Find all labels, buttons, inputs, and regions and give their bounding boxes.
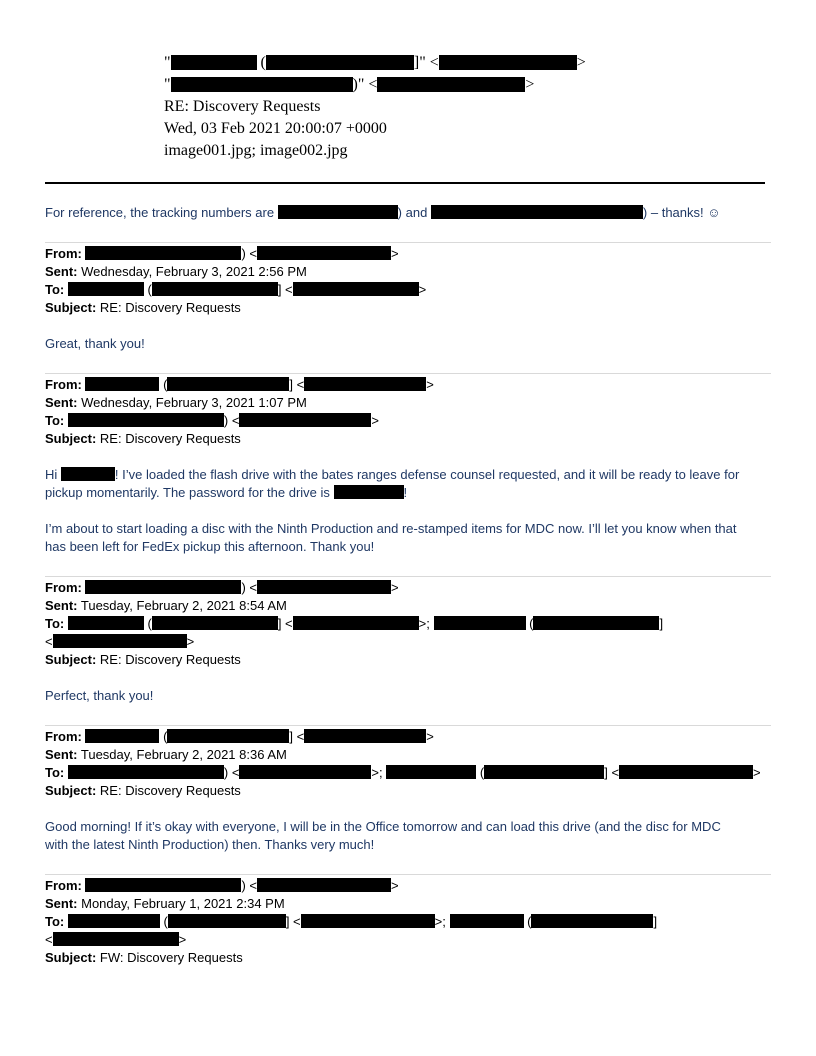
- subject-value: RE: Discovery Requests: [99, 300, 241, 315]
- subject-label: Subject:: [45, 950, 97, 965]
- to-line: [45, 913, 657, 931]
- redaction-bar: [257, 878, 391, 892]
- text: For reference, the tracking numbers are: [45, 205, 278, 220]
- from-line: [45, 728, 434, 746]
- sent-line: [45, 597, 287, 615]
- text: ! I’ve loaded the flash drive with the bates ranges defense counsel requested, and it will be ready to leave for: [114, 467, 740, 482]
- redaction-bar: [533, 616, 659, 630]
- subject-line: [45, 299, 241, 317]
- sent-value: Wednesday, February 3, 2021 1:07 PM: [81, 395, 307, 410]
- to-line-cont: [45, 633, 194, 651]
- from-line: [45, 579, 399, 597]
- subject-line: [45, 651, 241, 669]
- punct: ] <: [285, 914, 301, 929]
- to-label: To:: [45, 413, 65, 428]
- subject-label: Subject:: [45, 652, 97, 667]
- from-line: [45, 376, 434, 394]
- sent-line: [45, 263, 307, 281]
- subject-value: FW: Discovery Requests: [99, 950, 243, 965]
- punct: >: [371, 413, 380, 428]
- from-line: [45, 245, 399, 263]
- subject-label: Subject:: [45, 783, 97, 798]
- redaction-bar: [266, 55, 414, 70]
- header-images-value: image001.jpg; image002.jpg: [164, 142, 348, 159]
- redaction-bar: [257, 580, 391, 594]
- sent-label: Sent:: [45, 747, 78, 762]
- subject-value: RE: Discovery Requests: [99, 431, 241, 446]
- to-label: To:: [45, 765, 65, 780]
- punct: >: [186, 634, 195, 649]
- message-body-line: I’m about to start loading a disc with the Ninth Production and re-stamped items for MDC now. I’ll let you know when that: [45, 521, 737, 536]
- redaction-bar: [304, 377, 426, 391]
- text: !: [403, 485, 408, 500]
- redaction-bar: [68, 765, 224, 779]
- text: ) and: [397, 205, 431, 220]
- from-label: From:: [45, 377, 82, 392]
- punct: ] <: [289, 729, 305, 744]
- punct: >: [753, 765, 761, 780]
- sent-label: Sent:: [45, 264, 78, 279]
- punct: ]" <: [413, 54, 439, 71]
- message-separator: [45, 725, 771, 726]
- punct: ] <: [604, 765, 620, 780]
- punct: ] <: [289, 377, 305, 392]
- from-label: From:: [45, 580, 82, 595]
- punct: (: [143, 282, 152, 297]
- redaction-bar: [61, 467, 115, 481]
- redaction-bar: [85, 729, 159, 743]
- redaction-bar: [152, 616, 278, 630]
- redaction-bar: [68, 413, 224, 427]
- sent-line: [45, 394, 307, 412]
- sent-value: Tuesday, February 2, 2021 8:36 AM: [80, 747, 287, 762]
- from-label: From:: [45, 729, 82, 744]
- from-label: From:: [45, 246, 82, 261]
- punct: >: [391, 246, 399, 261]
- message-body: Great, thank you!: [45, 336, 145, 351]
- header-to-value: [164, 74, 534, 96]
- redaction-bar: [434, 616, 526, 630]
- punct: >: [418, 282, 427, 297]
- redaction-bar: [304, 729, 426, 743]
- message-body-line: [45, 484, 407, 502]
- to-line: [45, 412, 379, 430]
- punct: (: [143, 616, 152, 631]
- redaction-bar: [68, 282, 144, 296]
- message-separator: [45, 242, 771, 243]
- header-subject-value: RE: Discovery Requests: [164, 98, 321, 115]
- from-line: [45, 877, 399, 895]
- redaction-bar: [278, 205, 398, 219]
- redaction-bar: [53, 932, 179, 946]
- punct: (: [476, 765, 485, 780]
- redaction-bar: [484, 765, 604, 779]
- from-label: From:: [45, 878, 82, 893]
- redaction-bar: [167, 729, 289, 743]
- redaction-bar: [167, 377, 289, 391]
- sent-value: Wednesday, February 3, 2021 2:56 PM: [81, 264, 307, 279]
- punct: <: [45, 634, 53, 649]
- punct: ] <: [277, 282, 293, 297]
- text: pickup momentarily. The password for the drive is: [45, 485, 334, 500]
- message-body-line: has been left for FedEx pickup this afternoon. Thank you!: [45, 539, 375, 554]
- message-body-line: [45, 466, 739, 484]
- header-divider: [45, 182, 765, 184]
- to-line-cont: [45, 931, 186, 949]
- message-body-line: Good morning! If it’s okay with everyone, I will be in the Office tomorrow and can load this drive (and the disc for MDC: [45, 819, 721, 834]
- sent-label: Sent:: [45, 598, 78, 613]
- redaction-bar: [293, 282, 419, 296]
- punct: (: [159, 377, 168, 392]
- redaction-bar: [334, 485, 404, 499]
- punct: ]: [653, 914, 658, 929]
- quote: ": [164, 76, 171, 93]
- redaction-bar: [53, 634, 187, 648]
- redaction-bar: [239, 765, 371, 779]
- sent-label: Sent:: [45, 896, 78, 911]
- punct: ] <: [277, 616, 293, 631]
- punct: <: [45, 932, 53, 947]
- redaction-bar: [171, 55, 257, 70]
- subject-value: RE: Discovery Requests: [99, 652, 241, 667]
- punct: ) <: [223, 413, 240, 428]
- to-line: [45, 281, 426, 299]
- to-label: To:: [45, 914, 65, 929]
- redaction-bar: [431, 205, 643, 219]
- sent-value: Monday, February 1, 2021 2:34 PM: [81, 896, 285, 911]
- redaction-bar: [171, 77, 353, 92]
- punct: >;: [418, 616, 430, 631]
- redaction-bar: [293, 616, 419, 630]
- text: ) – thanks! ☺: [642, 205, 721, 220]
- redaction-bar: [168, 914, 286, 928]
- punct: ]: [659, 616, 664, 631]
- message-body: Perfect, thank you!: [45, 688, 154, 703]
- punct: (: [159, 729, 168, 744]
- message-separator: [45, 576, 771, 577]
- to-label: To:: [45, 282, 65, 297]
- sent-line: [45, 895, 285, 913]
- punct: >: [391, 580, 399, 595]
- redaction-bar: [386, 765, 476, 779]
- message-separator: [45, 874, 771, 875]
- redaction-bar: [85, 377, 159, 391]
- redaction-bar: [85, 580, 241, 594]
- to-label: To:: [45, 616, 65, 631]
- punct: )" <: [352, 76, 378, 93]
- subject-value: RE: Discovery Requests: [99, 783, 241, 798]
- to-line: [45, 615, 663, 633]
- redaction-bar: [257, 246, 391, 260]
- header-from-value: [164, 52, 586, 74]
- subject-line: [45, 782, 241, 800]
- header-date-value: Wed, 03 Feb 2021 20:00:07 +0000: [164, 120, 387, 137]
- redaction-bar: [68, 616, 144, 630]
- redaction-bar: [439, 55, 577, 70]
- punct: ) <: [241, 580, 258, 595]
- redaction-bar: [450, 914, 524, 928]
- sent-value: Tuesday, February 2, 2021 8:54 AM: [80, 598, 287, 613]
- redaction-bar: [152, 282, 278, 296]
- punct: >: [178, 932, 187, 947]
- punct: >: [576, 54, 586, 71]
- redaction-bar: [301, 914, 435, 928]
- punct: >: [391, 878, 399, 893]
- reply-body-line: [45, 204, 721, 222]
- subject-label: Subject:: [45, 300, 97, 315]
- punct: ) <: [223, 765, 240, 780]
- punct: (: [523, 914, 532, 929]
- redaction-bar: [619, 765, 753, 779]
- punct: (: [525, 616, 534, 631]
- message-body-line: with the latest Ninth Production) then. Thanks very much!: [45, 837, 375, 852]
- punct: ) <: [241, 246, 258, 261]
- redaction-bar: [85, 246, 241, 260]
- subject-line: [45, 949, 243, 967]
- subject-label: Subject:: [45, 431, 97, 446]
- text: Hi: [45, 467, 61, 482]
- punct: (: [159, 914, 168, 929]
- subject-line: [45, 430, 241, 448]
- punct: >: [426, 377, 434, 392]
- message-separator: [45, 373, 771, 374]
- redaction-bar: [68, 914, 160, 928]
- sent-line: [45, 746, 287, 764]
- quote: ": [164, 54, 171, 71]
- punct: >;: [434, 914, 446, 929]
- punct: >: [426, 729, 434, 744]
- punct: ) <: [241, 878, 258, 893]
- punct: >: [525, 76, 535, 93]
- to-line: [45, 764, 761, 782]
- redaction-bar: [377, 77, 525, 92]
- redaction-bar: [531, 914, 653, 928]
- redaction-bar: [85, 878, 241, 892]
- punct: >;: [371, 765, 383, 780]
- sent-label: Sent:: [45, 395, 78, 410]
- punct: (: [256, 54, 266, 71]
- redaction-bar: [239, 413, 371, 427]
